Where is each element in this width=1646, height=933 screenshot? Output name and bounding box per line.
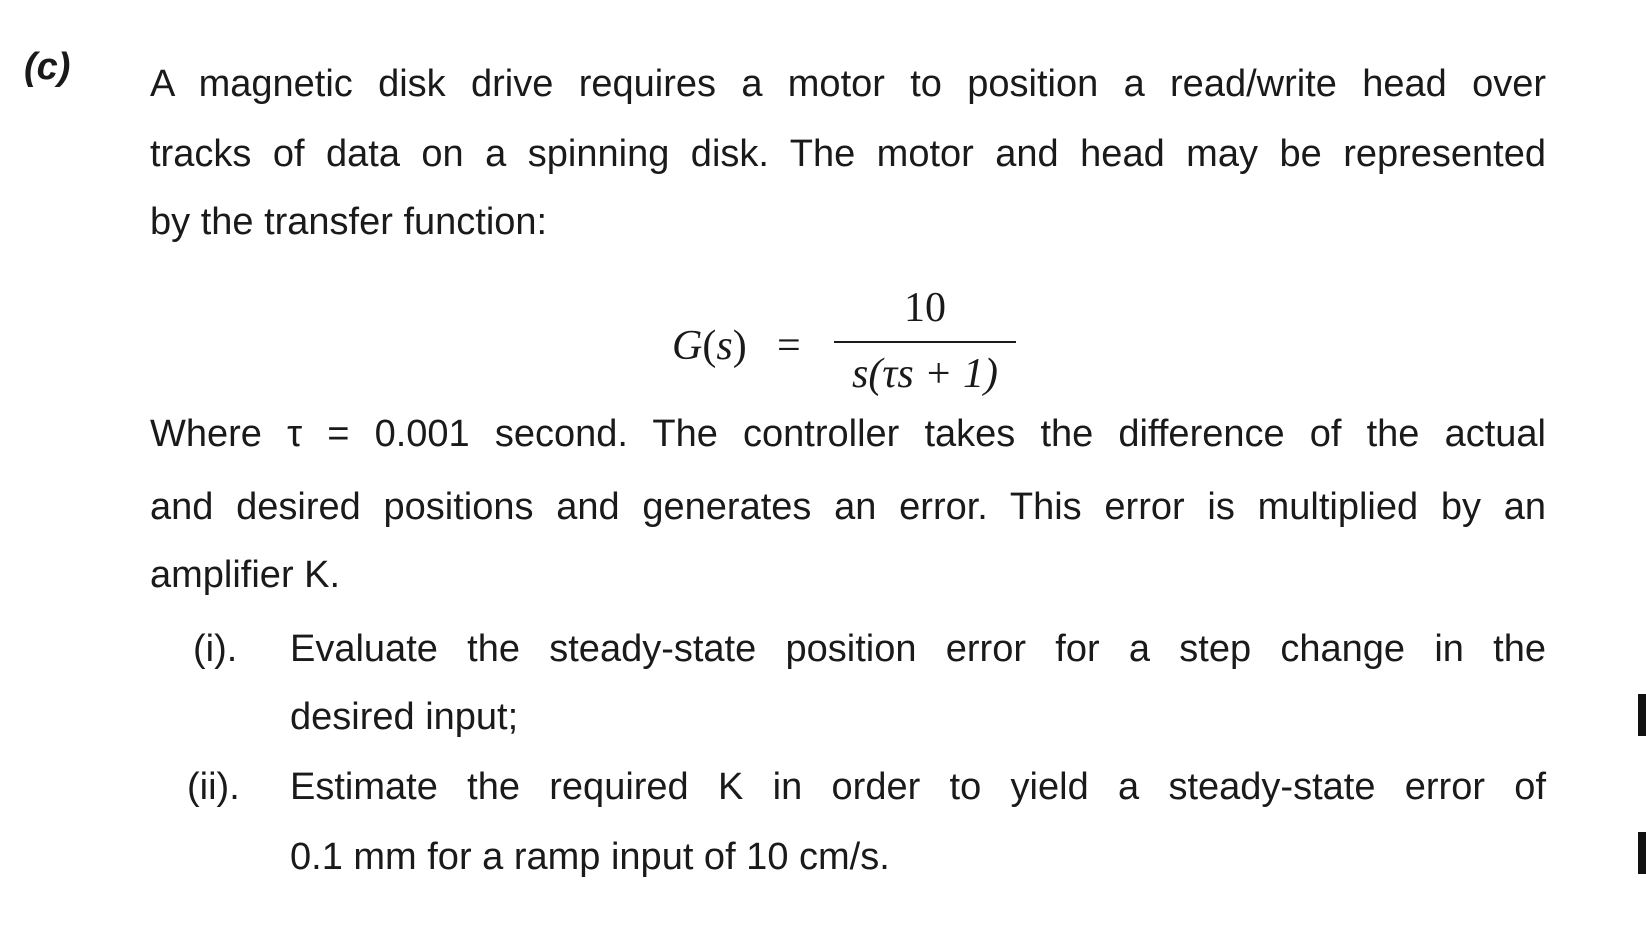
- paragraph-2-line-2: and desired positions and generates an error. This error is multiplied by an: [150, 486, 1546, 528]
- subpart-i-line-1: Evaluate the steady-state position error for a step change in the: [290, 628, 1546, 670]
- scan-edge-mark-top: [1638, 694, 1646, 736]
- subpart-i-number: (i).: [193, 628, 238, 670]
- scan-edge-mark-bottom: [1638, 832, 1646, 874]
- subpart-ii-line-1: Estimate the required K in order to yield a steady-state error of: [290, 766, 1546, 808]
- formula-equals-sign: =: [777, 323, 801, 369]
- fraction-bar: [834, 341, 1016, 343]
- paragraph-1-line-2: tracks of data on a spinning disk. The motor and head may be represented: [150, 133, 1546, 175]
- subpart-ii-line-2: 0.1 mm for a ramp input of 10 cm/s.: [290, 836, 890, 878]
- paragraph-1-line-3: by the transfer function:: [150, 201, 548, 243]
- paragraph-2-line-3: amplifier K.: [150, 554, 341, 596]
- formula-variable: s: [716, 323, 733, 369]
- subpart-ii-number: (ii).: [187, 766, 240, 808]
- formula-function-name: G: [672, 323, 703, 369]
- formula-denominator: s(τs + 1): [851, 351, 999, 397]
- part-label: (c): [24, 46, 71, 88]
- formula-lhs: G(s): [672, 323, 747, 369]
- subpart-i-line-2: desired input;: [290, 696, 519, 738]
- paragraph-2-line-1: Where τ = 0.001 second. The controller takes the difference of the actual: [150, 413, 1546, 455]
- paragraph-1-line-1: A magnetic disk drive requires a motor to position a read/write head over: [150, 63, 1546, 105]
- formula-numerator: 10: [904, 285, 946, 331]
